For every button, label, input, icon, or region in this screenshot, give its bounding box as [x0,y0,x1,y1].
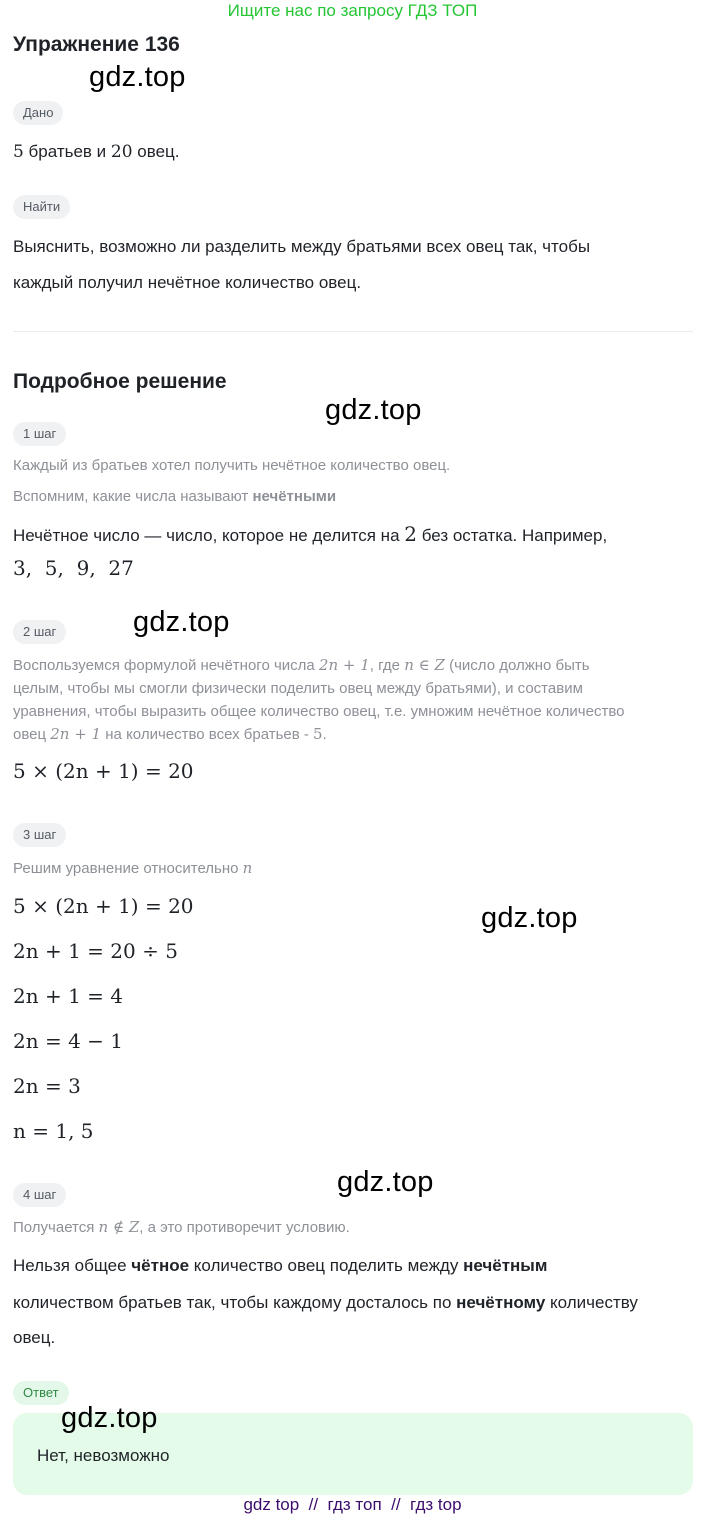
step-4-line-3: овец. [13,1328,56,1347]
step-3-eq-4: 2n = 4 − 1 [13,1029,123,1053]
step-1-definition [13,516,607,554]
step-4-line-1-d: нечётным [463,1256,548,1275]
step-4-line-1 [13,1247,547,1284]
step-1 [13,422,66,446]
step-1-gray-1: Каждый из братьев хотел получить нечётное количество овец. [13,457,451,474]
step-2-formula: 2n + 1 [318,656,370,674]
step-4-gray-pre: Получается [13,1219,99,1236]
step-3-eq-3: 2n + 1 = 4 [13,984,123,1008]
exercise-title: Упражнение 136 [13,33,180,56]
step-2 [13,620,66,644]
step-2-line-1-pre: Воспользуемся формулой нечётного числа [13,657,319,674]
watermark: gdz.top [133,606,230,638]
step-3-gray-text: Решим уравнение относительно [13,860,243,877]
given-section [13,101,63,125]
watermark: gdz.top [89,61,186,93]
footer-links[interactable]: gdz top // гдз топ // гдз top [243,1495,462,1514]
step-1-gray-2-text: Вспомним, какие числа называют [13,488,253,505]
step-1-gray-2 [13,486,336,508]
given-text [13,133,179,171]
top-banner: Ищите нас по запросу ГДЗ ТОП [227,1,478,20]
step-3-eq-6: n = 1, 5 [13,1119,94,1143]
step-2-line-4-pre: овец [13,726,51,743]
step-3-label: 3 шаг [13,823,66,847]
step-2-line-1-post: (число должно быть [444,657,590,674]
answer-text: Нет, невозможно [37,1446,170,1465]
find-line-1: Выяснить, возможно ли разделить между братьями всех овец так, чтобы [13,237,591,256]
step-4-line-2-b: нечётному [456,1293,546,1312]
step-4-line-2 [13,1284,638,1321]
step-2-set: n ∈ Z [404,656,445,674]
step-2-line-3: уравнения, чтобы выразить общее количество овец, т.е. умножим нечётное количество [13,703,625,720]
given-text-part1: братьев и [23,142,111,161]
step-4-gray [13,1216,350,1239]
step-1-definition-num: 2 [404,522,417,546]
given-sheep-count: 20 [110,142,133,162]
step-2-brothers: 5 [313,725,323,743]
step-3-gray-var: n [242,859,253,877]
answer-label: Ответ [13,1381,69,1405]
step-2-label: 2 шаг [13,620,66,644]
step-4-line-2-a: количеством братьев так, чтобы каждому досталось по [13,1293,457,1312]
step-2-line-4 [13,723,327,746]
given-brothers-count: 5 [13,142,24,162]
solution-title: Подробное решение [13,370,227,393]
step-1-label: 1 шаг [13,422,66,446]
step-4-formula: n ∉ Z [98,1218,140,1236]
find-label: Найти [13,195,70,219]
given-label: Дано [13,101,63,125]
step-4-gray-post: , а это противоречит условию. [139,1219,350,1236]
step-1-definition-post: без остатка. Например, [416,526,608,545]
step-2-line-1 [13,654,590,677]
step-2-line-4-post: . [322,726,327,743]
given-text-part2: овец. [132,142,180,161]
step-3-eq-1: 5 × (2n + 1) = 20 [13,894,194,918]
step-4-line-1-a: Нельзя общее [13,1256,132,1275]
watermark: gdz.top [337,1166,434,1198]
step-2-line-1-mid: , где [369,657,405,674]
step-4-line-1-b: чётное [131,1256,190,1275]
find-section [13,195,70,219]
step-2-line-4-mid: на количество всех братьев - [101,726,314,743]
step-3-gray [13,857,252,880]
watermark: gdz.top [481,902,578,934]
step-4-line-2-c: количеству [545,1293,638,1312]
watermark: gdz.top [61,1402,158,1434]
section-divider [13,331,693,332]
step-3-eq-2: 2n + 1 = 20 ÷ 5 [13,939,178,963]
step-2-equation: 5 × (2n + 1) = 20 [13,759,194,783]
find-line-2: каждый получил нечётное количество овец. [13,273,362,292]
step-4-label: 4 шаг [13,1183,66,1207]
step-3 [13,823,66,847]
step-1-examples: 3, 5, 9, 27 [13,556,134,580]
step-4-line-1-c: количество овец поделить между [189,1256,464,1275]
step-2-line-2: целым, чтобы мы смогли физически поделить овец между братьями), и составим [13,680,583,697]
watermark: gdz.top [325,394,422,426]
step-2-formula-2: 2n + 1 [50,725,102,743]
step-3-eq-5: 2n = 3 [13,1074,81,1098]
step-4 [13,1183,66,1207]
step-1-definition-pre: Нечётное число — число, которое не делится на [13,526,405,545]
step-1-gray-2-bold: нечётными [252,488,337,505]
